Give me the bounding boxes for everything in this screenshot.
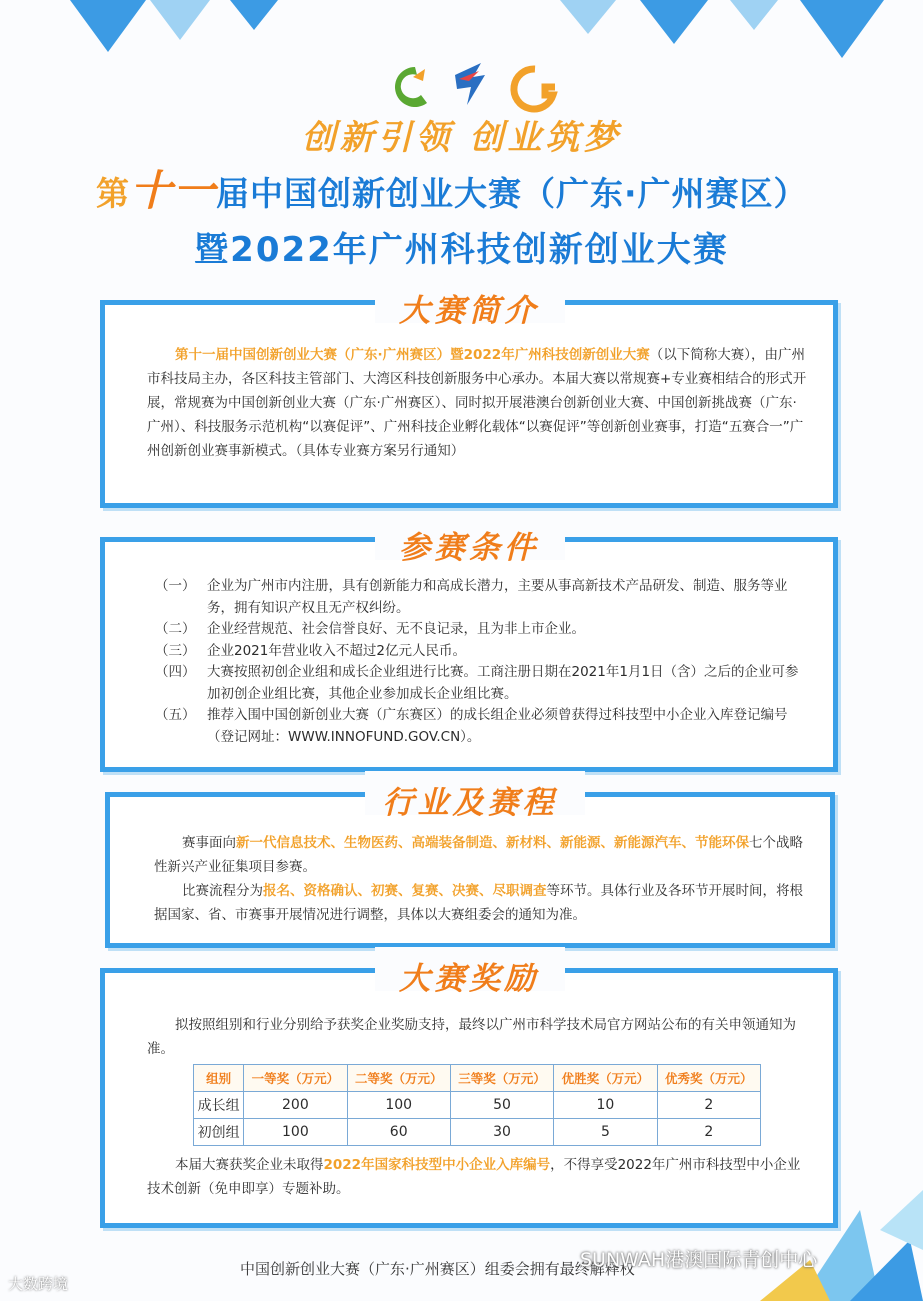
industry-p2-post: 等环节。具体行业及各环节开展时间，将根据国家、省、市赛事开展情况进行调整，具体以大赛组委会的通知为准。 — [154, 883, 803, 923]
slogan: 创新引领 创业筑梦 — [301, 118, 622, 158]
industry-text-2 — [154, 879, 804, 927]
awards-intro: 拟按照组别和行业分别给予获奖企业奖励支持，最终以广州市科学技术局官方网站公布的有关申领通知为准。 — [147, 1017, 796, 1057]
table-header-cell: 优秀奖（万元） — [657, 1065, 760, 1092]
intro-section — [100, 293, 838, 508]
deco-triangle — [730, 0, 778, 30]
industry-heading: 行业及赛程 — [382, 785, 558, 821]
condition-text: 企业经营规范、社会信誉良好、无不良记录，且为非上市企业。 — [207, 621, 585, 637]
table-header-cell: 三等奖（万元） — [450, 1065, 553, 1092]
title-edition: 十一 — [130, 166, 217, 215]
footer-note: 中国创新创业大赛（广东·广州赛区）组委会拥有最终解释权 — [240, 1260, 635, 1278]
industry-p1-post: 七个战略性新兴产业征集项目参赛。 — [154, 835, 803, 875]
awards-note-post: ，不得享受2022年广州市科技型中小企业技术创新（免申即享）专题补助。 — [147, 1157, 801, 1197]
table-cell: 30 — [450, 1119, 553, 1146]
table-row — [194, 1092, 761, 1119]
condition-number: （四） — [155, 664, 196, 680]
table-header-cell: 一等奖（万元） — [244, 1065, 347, 1092]
condition-number: （一） — [155, 578, 196, 594]
table-cell: 60 — [347, 1119, 450, 1146]
condition-number: （五） — [155, 707, 196, 723]
deco-triangle — [70, 0, 146, 52]
conditions-heading: 参赛条件 — [399, 530, 539, 566]
industry-section — [105, 785, 835, 948]
table-header-row — [194, 1065, 761, 1092]
watermark-left: 大数跨境 — [8, 1275, 69, 1293]
condition-text: 企业2021年营业收入不超过2亿元人民币。 — [207, 642, 466, 659]
table-header-cell: 二等奖（万元） — [347, 1065, 450, 1092]
intro-heading: 大赛简介 — [399, 293, 539, 329]
awards-heading: 大赛奖励 — [399, 961, 539, 997]
table-cell: 2 — [657, 1119, 760, 1146]
prize-table — [193, 1064, 761, 1146]
deco-triangle — [230, 0, 278, 30]
awards-note-pre: 本届大赛获奖企业未取得 — [175, 1157, 324, 1173]
table-cell: 100 — [244, 1119, 347, 1146]
condition-item — [155, 576, 805, 619]
conditions-section — [100, 530, 838, 772]
deco-triangle — [640, 0, 708, 44]
condition-number: （二） — [155, 621, 196, 637]
awards-note — [147, 1153, 807, 1201]
title-rest: 届中国创新创业大赛（广东·广州赛区） — [216, 174, 808, 213]
competition-logo — [385, 55, 585, 115]
intro-highlight: 第十一届中国创新创业大赛（广东·广州赛区）暨2022年广州科技创新创业大赛 — [175, 347, 650, 363]
industry-text-1 — [154, 831, 804, 879]
awards-note-highlight: 2022年国家科技型中小企业入库编号 — [323, 1157, 551, 1173]
industry-p1-pre: 赛事面向 — [182, 835, 236, 851]
table-cell: 200 — [244, 1092, 347, 1119]
deco-triangle — [800, 0, 884, 58]
condition-text: 大赛按照初创企业组和成长企业组进行比赛。工商注册日期在2021年1月1日（含）之后的企业可参加初创企业组比赛，其他企业参加成长企业组比赛。 — [207, 664, 799, 702]
table-row — [194, 1119, 761, 1146]
deco-triangle — [560, 0, 616, 34]
condition-item — [155, 619, 805, 641]
condition-item — [155, 662, 805, 705]
condition-item — [155, 705, 805, 748]
conditions-list — [155, 576, 805, 748]
table-header-cell: 组别 — [194, 1065, 244, 1092]
deco-triangle — [150, 0, 210, 40]
condition-item — [155, 641, 805, 663]
schedule-list: 报名、资格确认、初赛、复赛、决赛、尽职调查 — [263, 883, 547, 899]
table-cell: 成长组 — [194, 1092, 244, 1119]
subtitle: 暨2022年广州科技创新创业大赛 — [194, 230, 729, 270]
main-title — [96, 158, 856, 218]
industry-list: 新一代信息技术、生物医药、高端装备制造、新材料、新能源、新能源汽车、节能环保 — [236, 835, 749, 851]
table-cell: 2 — [657, 1092, 760, 1119]
table-cell: 100 — [347, 1092, 450, 1119]
watermark-right: SUNWAH港澳国际青创中心 — [580, 1249, 818, 1271]
intro-text — [147, 343, 807, 463]
title-di: 第 — [96, 174, 130, 213]
condition-text: 推荐入围中国创新创业大赛（广东赛区）的成长组企业必须曾获得过科技型中小企业入库登记编号（登记网址：WWW.INNOFUND.GOV.CN）。 — [207, 707, 788, 745]
table-cell: 5 — [554, 1119, 657, 1146]
table-cell: 初创组 — [194, 1119, 244, 1146]
table-cell: 10 — [554, 1092, 657, 1119]
industry-p2-pre: 比赛流程分为 — [182, 883, 263, 899]
awards-section — [100, 961, 838, 1228]
deco-shapes — [760, 1170, 923, 1301]
table-cell: 50 — [450, 1092, 553, 1119]
condition-text: 企业为广州市内注册，具有创新能力和高成长潜力，主要从事高新技术产品研发、制造、服务等业务，拥有知识产权且无产权纠纷。 — [207, 578, 788, 616]
condition-number: （三） — [155, 642, 196, 659]
table-header-cell: 优胜奖（万元） — [554, 1065, 657, 1092]
intro-body: （以下简称大赛），由广州市科技局主办，各区科技主管部门、大湾区科技创新服务中心承办。本届大赛以常规赛+专业赛相结合的形式开展，常规赛为中国创新创业大赛（广东·广州赛区）、同时拟开展港澳台创新创业大赛、中国创新挑战赛（广东·广州）、科技服务示范机构“以赛促评”、广州科技企业孵化载体“以赛促评”等创新创业赛事，打造“五赛合一”广州创新创业赛事新模式。（具体专业赛方案另行通知） — [147, 347, 807, 459]
